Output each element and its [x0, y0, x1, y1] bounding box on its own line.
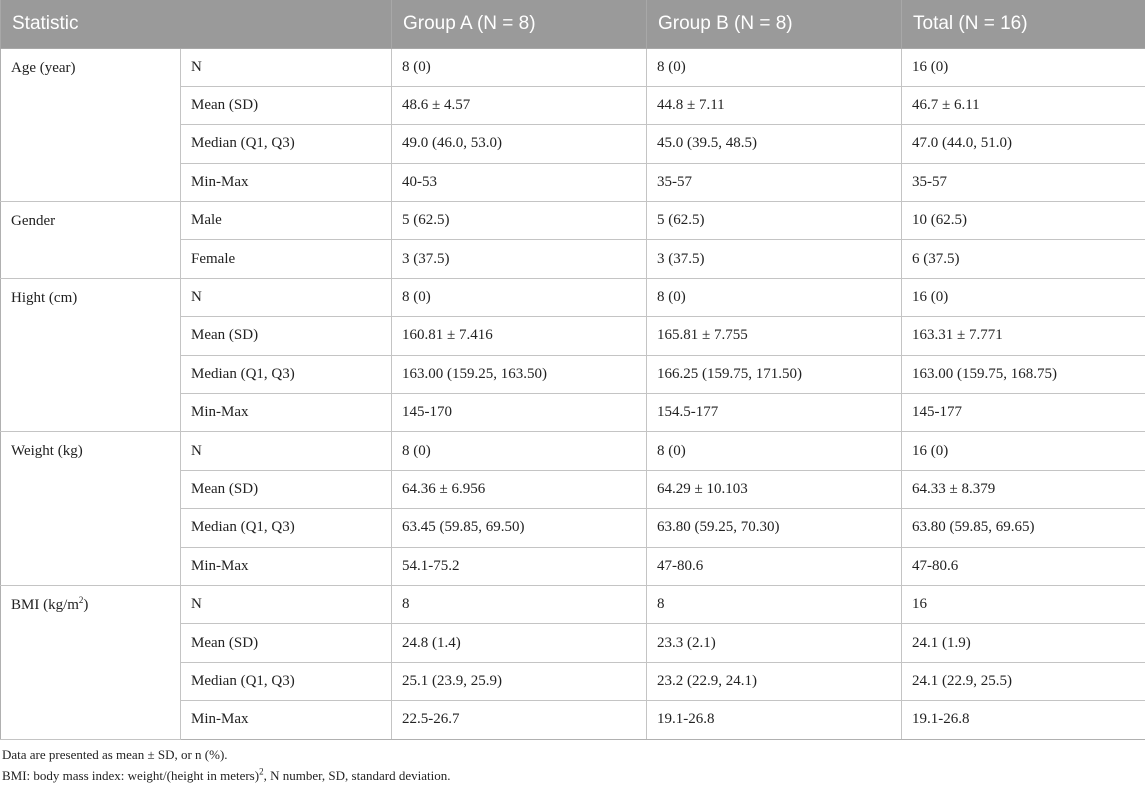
cell-group-b: 23.3 (2.1) [647, 624, 902, 662]
cell-group-b: 5 (62.5) [647, 202, 902, 240]
cell-group-a: 3 (37.5) [392, 240, 647, 278]
table-footnotes [2, 744, 450, 786]
cell-group-b: 8 (0) [647, 48, 902, 86]
row-stat-label: Male [181, 202, 392, 240]
row-stat-label: Median (Q1, Q3) [181, 125, 392, 163]
row-stat-label: N [181, 48, 392, 86]
cell-group-b: 64.29 ± 10.103 [647, 470, 902, 508]
cell-total: 16 (0) [902, 432, 1145, 470]
footnote-superscript: 2 [259, 766, 264, 777]
row-stat-label: Mean (SD) [181, 86, 392, 124]
bmi-label-close: ) [83, 596, 89, 613]
table-row [1, 432, 1145, 470]
cell-total: 6 (37.5) [902, 240, 1145, 278]
row-stat-label: Mean (SD) [181, 470, 392, 508]
cell-total: 47.0 (44.0, 51.0) [902, 125, 1145, 163]
footnote-bmi-text: BMI: body mass index: weight/(height in meters) [2, 768, 260, 783]
cell-group-a: 49.0 (46.0, 53.0) [392, 125, 647, 163]
cell-group-b: 8 (0) [647, 432, 902, 470]
table-row [1, 202, 1145, 240]
row-stat-label: Median (Q1, Q3) [181, 355, 392, 393]
cell-total: 24.1 (22.9, 25.5) [902, 662, 1145, 700]
row-group-label: Gender [1, 202, 181, 279]
cell-group-b: 154.5-177 [647, 394, 902, 432]
cell-total: 47-80.6 [902, 547, 1145, 585]
footnote-data-presentation: Data are presented as mean ± SD, or n (%). [2, 747, 228, 762]
header-group-a: Group A (N = 8) [392, 0, 647, 48]
cell-total: 10 (62.5) [902, 202, 1145, 240]
cell-group-b: 3 (37.5) [647, 240, 902, 278]
cell-group-b: 165.81 ± 7.755 [647, 317, 902, 355]
row-stat-label: Mean (SD) [181, 624, 392, 662]
cell-group-a: 25.1 (23.9, 25.9) [392, 662, 647, 700]
cell-group-a: 8 (0) [392, 432, 647, 470]
row-stat-label: Mean (SD) [181, 317, 392, 355]
row-group-label: Age (year) [1, 48, 181, 202]
cell-total: 16 (0) [902, 48, 1145, 86]
row-stat-label: Median (Q1, Q3) [181, 509, 392, 547]
cell-total: 64.33 ± 8.379 [902, 470, 1145, 508]
table-row [1, 278, 1145, 316]
cell-total: 19.1-26.8 [902, 701, 1145, 739]
cell-total: 24.1 (1.9) [902, 624, 1145, 662]
row-group-label [1, 585, 181, 739]
cell-total: 16 [902, 585, 1145, 623]
cell-group-a: 54.1-75.2 [392, 547, 647, 585]
cell-group-a: 8 (0) [392, 278, 647, 316]
row-stat-label: Median (Q1, Q3) [181, 662, 392, 700]
cell-group-b: 166.25 (159.75, 171.50) [647, 355, 902, 393]
row-stat-label: N [181, 278, 392, 316]
bmi-unit-superscript: 2 [78, 594, 84, 605]
cell-total: 46.7 ± 6.11 [902, 86, 1145, 124]
row-stat-label: Min-Max [181, 163, 392, 201]
cell-group-a: 8 (0) [392, 48, 647, 86]
cell-total: 16 (0) [902, 278, 1145, 316]
row-stat-label: Min-Max [181, 394, 392, 432]
cell-total: 63.80 (59.85, 69.65) [902, 509, 1145, 547]
cell-group-a: 63.45 (59.85, 69.50) [392, 509, 647, 547]
cell-total: 145-177 [902, 394, 1145, 432]
bmi-label: BMI (kg/m [11, 596, 79, 613]
footnote-abbreviations [2, 765, 450, 786]
cell-total: 163.00 (159.75, 168.75) [902, 355, 1145, 393]
row-stat-label: N [181, 432, 392, 470]
header-statistic: Statistic [1, 0, 392, 48]
header-group-b: Group B (N = 8) [647, 0, 902, 48]
cell-total: 35-57 [902, 163, 1145, 201]
header-total: Total (N = 16) [902, 0, 1145, 48]
row-stat-label: Min-Max [181, 701, 392, 739]
row-stat-label: Female [181, 240, 392, 278]
table-row [1, 585, 1145, 623]
cell-total: 163.31 ± 7.771 [902, 317, 1145, 355]
cell-group-b: 35-57 [647, 163, 902, 201]
cell-group-a: 163.00 (159.25, 163.50) [392, 355, 647, 393]
cell-group-b: 23.2 (22.9, 24.1) [647, 662, 902, 700]
table-header-row [1, 0, 1145, 48]
cell-group-a: 8 [392, 585, 647, 623]
table-row [1, 48, 1145, 86]
cell-group-b: 8 (0) [647, 278, 902, 316]
row-group-label: Weight (kg) [1, 432, 181, 586]
cell-group-b: 44.8 ± 7.11 [647, 86, 902, 124]
cell-group-a: 40-53 [392, 163, 647, 201]
cell-group-a: 5 (62.5) [392, 202, 647, 240]
row-stat-label: Min-Max [181, 547, 392, 585]
cell-group-b: 45.0 (39.5, 48.5) [647, 125, 902, 163]
cell-group-b: 19.1-26.8 [647, 701, 902, 739]
footnote-abbrev-text: , N number, SD, standard deviation. [263, 768, 451, 783]
row-stat-label: N [181, 585, 392, 623]
cell-group-a: 22.5-26.7 [392, 701, 647, 739]
cell-group-a: 64.36 ± 6.956 [392, 470, 647, 508]
cell-group-a: 160.81 ± 7.416 [392, 317, 647, 355]
cell-group-b: 63.80 (59.25, 70.30) [647, 509, 902, 547]
cell-group-b: 47-80.6 [647, 547, 902, 585]
cell-group-a: 145-170 [392, 394, 647, 432]
row-group-label: Hight (cm) [1, 278, 181, 432]
cell-group-b: 8 [647, 585, 902, 623]
cell-group-a: 48.6 ± 4.57 [392, 86, 647, 124]
cell-group-a: 24.8 (1.4) [392, 624, 647, 662]
